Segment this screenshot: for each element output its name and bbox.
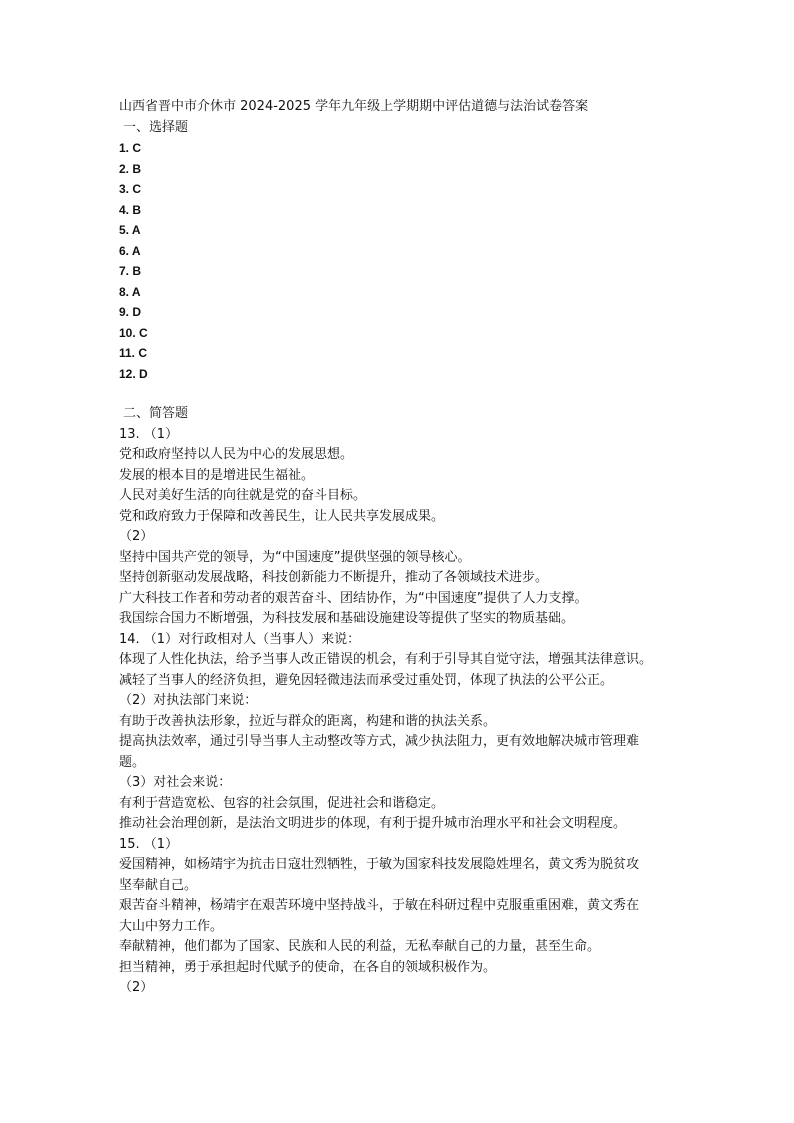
answer-item: 7. B (119, 264, 142, 278)
answer-line: 体现了人性化执法，给予当事人改正错误的机会，有利于引导其自觉守法，增强其法律意识。 (119, 652, 653, 667)
answer-line: 坚奉献自己。 (119, 877, 198, 893)
answer-item: 10. C (119, 325, 148, 340)
answer-line: 担当精神，勇于承担起时代赋予的使命，在各自的领域积极作为。 (119, 959, 497, 975)
answer-line: 坚持创新驱动发展战略，科技创新能力不断提升，推动了各领域技术进步。 (119, 570, 549, 585)
question-15-part2-label: （2） (119, 980, 154, 995)
answer-line: 发展的根本目的是增进民生福祉。 (119, 467, 315, 483)
answer-item: 3. C (119, 182, 142, 196)
answer-item: 8. A (119, 284, 141, 299)
answer-line: 我国综合国力不断增强，为科技发展和基础设施建设等提供了坚实的物质基础。 (119, 611, 575, 626)
answer-item: 12. D (119, 366, 148, 381)
question-14-part3-label: （3）对社会来说： (119, 775, 232, 790)
answer-item: 5. A (119, 223, 141, 237)
answer-line: 有助于改善执法形象，拉近与群众的距离，构建和谐的执法关系。 (119, 713, 497, 729)
answer-line: 提高执法效率，通过引导当事人主动整改等方式，减少执法阻力，更有效地解决城市管理难 (119, 734, 640, 749)
question-13-part2-label: （2） (119, 529, 154, 544)
answer-line: 减轻了当事人的经济负担，避免因轻微违法而承受过重处罚，体现了执法的公平公正。 (119, 672, 614, 688)
answer-line: 艰苦奋斗精神，杨靖宇在艰苦环境中坚持战斗，于敏在科研过程中克服重重困难，黄文秀在 (119, 898, 640, 913)
answer-line: 坚持中国共产党的领导，为“中国速度”提供坚强的领导核心。 (119, 549, 471, 565)
answer-item: 9. D (119, 305, 142, 319)
answer-item: 2. B (119, 161, 142, 176)
answer-item: 1. C (119, 141, 142, 155)
question-14-label: 14. （1）对行政相对人（当事人）来说： (119, 631, 361, 647)
answer-line: 有利于营造宽松、包容的社会氛围，促进社会和谐稳定。 (119, 795, 445, 811)
answer-line: 题。 (119, 754, 146, 770)
question-13-label: 13. （1） (119, 426, 179, 442)
answer-line: 党和政府致力于保障和改善民生，让人民共享发展成果。 (119, 508, 445, 524)
answer-document (119, 97, 679, 999)
answer-line: 推动社会治理创新，是法治文明进步的体现，有利于提升城市治理水平和社会文明程度。 (119, 816, 627, 831)
section-heading-short-answer: 二、简答题 (123, 406, 189, 421)
answer-item: 11. C (119, 346, 148, 360)
answer-line: 爱国精神，如杨靖宇为抗击日寇壮烈牺牲，于敏为国家科技发展隐姓埋名，黄文秀为脱贫攻 (119, 857, 640, 872)
answer-line: 大山中努力工作。 (119, 918, 224, 934)
answer-line: 党和政府坚持以人民为中心的发展思想。 (119, 447, 354, 462)
answer-line: 奉献精神，他们都为了国家、民族和人民的利益，无私奉献自己的力量，甚至生命。 (119, 939, 601, 954)
document-title: 山西省晋中市介休市 2024-2025 学年九年级上学期期中评估道德与法治试卷答案 (119, 99, 589, 114)
answer-item: 4. B (119, 202, 142, 217)
answer-line: 人民对美好生活的向往就是党的奋斗目标。 (119, 488, 367, 503)
answer-line: 广大科技工作者和劳动者的艰苦奋斗、团结协作，为“中国速度”提供了人力支撑。 (119, 590, 588, 606)
question-14-part2-label: （2）对执法部门来说： (119, 693, 258, 708)
answer-item: 6. A (119, 243, 141, 258)
section-heading-choice: 一、选择题 (123, 119, 189, 135)
choice-answers (119, 138, 679, 384)
question-15-label: 15. （1） (119, 836, 179, 852)
